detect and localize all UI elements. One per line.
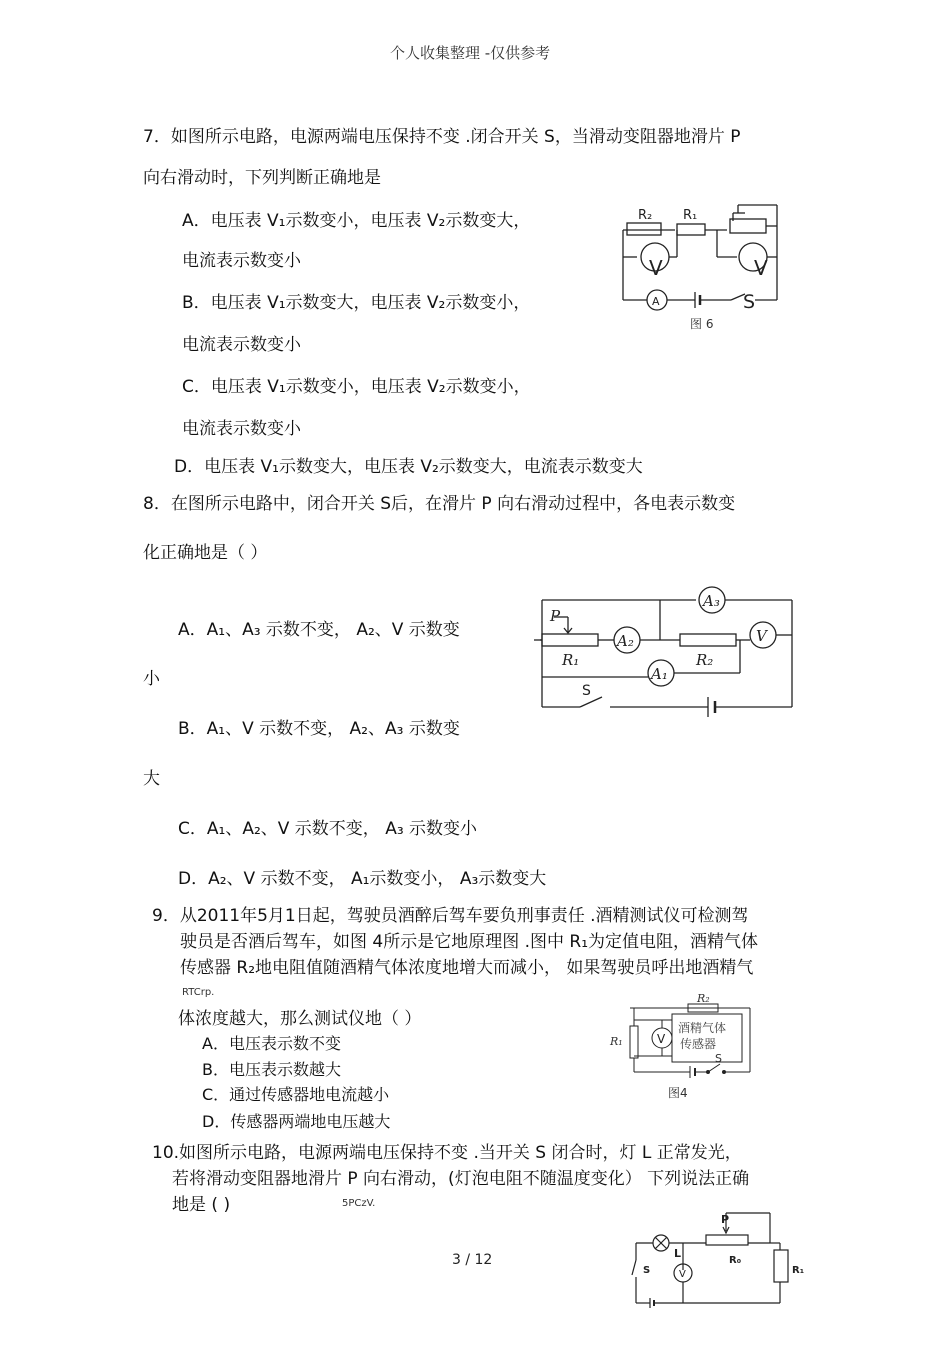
q7-label-r1: R₁ — [683, 208, 698, 223]
q10-label-r1: R₁ — [792, 1265, 805, 1276]
q7-option-d: D．电压表 V₁示数变大，电压表 V₂示数变大，电流表示数变大 — [174, 457, 643, 477]
q10-code: 5PCzV. — [342, 1198, 376, 1209]
q8-switch-label: S — [582, 683, 591, 699]
q9-sensor-label-line1: 酒精气体 — [678, 1021, 727, 1035]
page-number: 3 / 12 — [452, 1252, 493, 1268]
q8-label-r2: R₂ — [696, 651, 714, 669]
q10-label-s: S — [643, 1265, 651, 1276]
q7-label-r2: R₂ — [638, 208, 653, 223]
q8-line1: 8．在图所示电路中，闭合开关 S后，在滑片 P 向右滑动过程中，各电表示数变 — [143, 494, 736, 514]
q7-figure-caption: 图 6 — [690, 317, 714, 331]
q10-line3: 地是 ( ) — [172, 1195, 231, 1215]
q9-line2: 驶员是否酒后驾车，如图 4所示是它地原理图 .图中 R₁为定值电阻，酒精气体 — [180, 932, 759, 952]
q9-line3: 传感器 R₂地电阻值随酒精气体浓度地增大而减小， 如果驾驶员呼出地酒精气 — [180, 958, 754, 978]
q10-label-p: P — [721, 1213, 730, 1226]
q9-option-b: B．电压表示数越大 — [202, 1060, 341, 1079]
q7-switch-label: S — [743, 291, 756, 313]
q7-option-c-line1: C．电压表 V₁示数变小，电压表 V₂示数变小， — [182, 377, 531, 397]
q8-voltmeter-v: V — [756, 627, 767, 645]
q9-sensor-label-line2: 传感器 — [680, 1037, 717, 1051]
q9-figure-caption: 图4 — [668, 1086, 688, 1100]
q8-option-b-line2: 大 — [143, 769, 160, 789]
q7-line1: 7．如图所示电路，电源两端电压保持不变 .闭合开关 S，当滑动变阻器地滑片 P — [143, 127, 741, 147]
q8-label-r1: R₁ — [562, 651, 580, 669]
q7-option-b-line1: B．电压表 V₁示数变大，电压表 V₂示数变小， — [182, 293, 531, 313]
q10-line1: 10.如图所示电路，电源两端电压保持不变 .当开关 S 闭合时，灯 L 正常发光， — [152, 1143, 742, 1163]
q7-option-a-line2: 电流表示数变小 — [182, 251, 301, 271]
q7-ammeter-label: A — [652, 295, 660, 308]
q9-option-a: A．电压表示数不变 — [202, 1034, 341, 1053]
q9-voltmeter-label: V — [657, 1032, 666, 1046]
q8-ammeter-a2: A₂ — [617, 632, 634, 650]
q9-line4: 体浓度越大，那么测试仪地（ ） — [178, 1009, 422, 1029]
q10-voltmeter-label: V — [679, 1269, 686, 1280]
q10-line2: 若将滑动变阻器地滑片 P 向右滑动，(灯泡电阻不随温度变化） 下列说法正确 — [172, 1169, 750, 1189]
q9-circuit-diagram — [600, 990, 770, 1105]
q8-ammeter-a1: A₁ — [651, 665, 668, 683]
q7-circuit-diagram — [605, 195, 805, 340]
q9-label-r1: R₁ — [610, 1035, 623, 1048]
q7-voltmeter-v2: V — [754, 256, 768, 280]
q7-option-a-line1: A．电压表 V₁示数变小，电压表 V₂示数变大， — [182, 211, 531, 231]
q8-option-a-line1: A．A₁、A₃ 示数不变， A₂、V 示数变 — [178, 620, 460, 640]
q8-circuit-diagram — [520, 585, 800, 720]
q9-option-c: C．通过传感器地电流越小 — [202, 1085, 390, 1104]
q10-circuit-diagram — [628, 1205, 810, 1315]
q7-voltmeter-v1: V — [649, 256, 663, 280]
q8-line2: 化正确地是（ ） — [143, 543, 268, 563]
q8-option-a-line2: 小 — [143, 669, 160, 689]
q9-code: RTCrp. — [182, 987, 215, 998]
q7-option-b-line2: 电流表示数变小 — [182, 335, 301, 355]
q9-line1: 9．从2011年5月1日起，驾驶员酒醉后驾车要负刑事责任 .酒精测试仪可检测驾 — [152, 906, 749, 926]
q9-option-d: D．传感器两端地电压越大 — [202, 1112, 391, 1131]
q9-switch-label: S — [715, 1052, 722, 1065]
q9-label-r2: R₂ — [697, 992, 710, 1005]
q8-option-d: D．A₂、V 示数不变， A₁示数变小， A₃示数变大 — [178, 869, 547, 889]
q7-option-c-line2: 电流表示数变小 — [182, 419, 301, 439]
q7-line2: 向右滑动时，下列判断正确地是 — [143, 168, 381, 188]
q8-ammeter-a3: A₃ — [703, 592, 720, 610]
q8-option-c: C．A₁、A₂、V 示数不变， A₃ 示数变小 — [178, 819, 478, 839]
page-header: 个人收集整理 -仅供参考 — [390, 44, 551, 62]
q10-label-l: L — [674, 1247, 682, 1260]
q10-label-r0: R₀ — [729, 1255, 742, 1266]
q8-label-p: P — [550, 607, 561, 625]
q8-option-b-line1: B．A₁、V 示数不变， A₂、A₃ 示数变 — [178, 719, 460, 739]
